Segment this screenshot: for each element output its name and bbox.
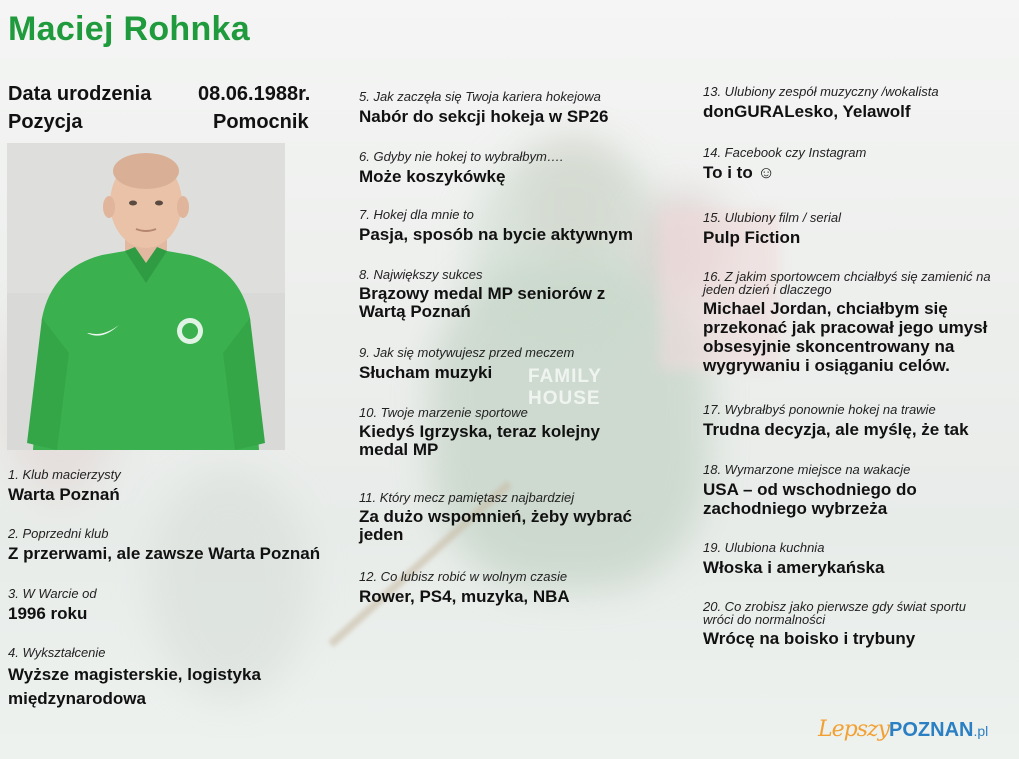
question-2: 2. Poprzedni klub: [8, 526, 109, 541]
question-11: 11. Który mecz pamiętasz najbardziej: [359, 490, 575, 505]
qa-item-10: [359, 405, 624, 459]
qa-item-2: [8, 526, 348, 564]
qa-item-17: [703, 402, 1003, 440]
answer-20: Wrócę na boisko i trybuny: [703, 629, 916, 648]
question-20: 20. Co zrobisz jako pierwsze gdy świat sportu wróci do normalności: [703, 599, 967, 627]
qa-item-3: [8, 586, 328, 624]
answer-17: Trudna decyzja, ale myślę, że tak: [703, 420, 969, 439]
qa-item-6: [359, 149, 679, 187]
question-5: 5. Jak zaczęła się Twoja kariera hokejowa: [359, 89, 601, 104]
answer-2: Z przerwami, ale zawsze Warta Poznań: [8, 544, 321, 563]
answer-19: Włoska i amerykańska: [703, 558, 885, 577]
answer-15: Pulp Fiction: [703, 228, 801, 247]
answer-5: Nabór do sekcji hokeja w SP26: [359, 107, 609, 126]
qa-item-11: [359, 490, 659, 544]
answer-11: Za dużo wspomnień, żeby wybrać jeden: [359, 507, 632, 544]
question-13: 13. Ulubiony zespół muzyczny /wokalista: [703, 84, 939, 99]
question-17: 17. Wybrałbyś ponownie hokej na trawie: [703, 402, 936, 417]
answer-12: Rower, PS4, muzyka, NBA: [359, 587, 570, 606]
question-16: 16. Z jakim sportowcem chciałbyś się zamienić na jeden dzień i dlaczego: [703, 269, 991, 297]
answer-14: To i to ☺: [703, 163, 775, 182]
answer-16: Michael Jordan, chciałbym się przekonać jak pracował jego umysł obsesyjnie skoncentrowany na wygrywaniu i osiąganiu celów.: [703, 299, 988, 375]
logo-part-lepszy: Lepszy: [818, 717, 890, 742]
lepszy-poznan-logo[interactable]: [818, 716, 988, 744]
question-1: 1. Klub macierzysty: [8, 467, 121, 482]
question-8: 8. Największy sukces: [359, 267, 483, 282]
logo-part-domain: .pl: [973, 723, 989, 739]
question-12: 12. Co lubisz robić w wolnym czasie: [359, 569, 568, 584]
qa-item-1: [8, 467, 328, 505]
answer-6: Może koszykówkę: [359, 167, 506, 186]
qa-item-19: [703, 540, 1003, 578]
page-title: Maciej Rohnka: [8, 10, 250, 48]
answer-9: Słucham muzyki: [359, 363, 493, 382]
question-10: 10. Twoje marzenie sportowe: [359, 405, 528, 420]
qa-item-4: [8, 645, 298, 711]
qa-item-12: [359, 569, 679, 607]
background-jersey-text: FAMILY HOUSE: [528, 366, 602, 409]
qa-item-5: [359, 89, 679, 127]
question-15: 15. Ulubiony film / serial: [703, 210, 841, 225]
qa-item-20: [703, 600, 993, 649]
birth-date-label: Data urodzenia: [8, 83, 152, 105]
question-4: 4. Wykształcenie: [8, 645, 106, 660]
question-3: 3. W Warcie od: [8, 586, 97, 601]
answer-10: Kiedyś Igrzyska, teraz kolejny medal MP: [359, 422, 600, 459]
question-18: 18. Wymarzone miejsce na wakacje: [703, 462, 911, 477]
birth-date-value: 08.06.1988r.: [198, 83, 311, 105]
qa-item-16: [703, 270, 993, 375]
question-7: 7. Hokej dla mnie to: [359, 207, 474, 222]
answer-13: donGURALesko, Yelawolf: [703, 102, 911, 121]
answer-7: Pasja, sposób na bycie aktywnym: [359, 225, 634, 244]
answer-18: USA – od wschodniego do zachodniego wybrzeża: [703, 480, 917, 518]
position-value: Pomocnik: [213, 111, 309, 133]
qa-item-15: [703, 210, 1003, 248]
qa-item-8: [359, 267, 639, 321]
question-14: 14. Facebook czy Instagram: [703, 145, 867, 160]
qa-item-9: [359, 345, 679, 383]
qa-item-7: [359, 207, 679, 245]
answer-4: Wyższe magisterskie, logistyka międzynarodowa: [8, 665, 261, 708]
position-label: Pozycja: [8, 111, 83, 133]
qa-item-13: [703, 84, 1003, 122]
question-19: 19. Ulubiona kuchnia: [703, 540, 825, 555]
question-9: 9. Jak się motywujesz przed meczem: [359, 345, 575, 360]
answer-8: Brązowy medal MP seniorów z Wartą Poznań: [359, 284, 606, 321]
question-6: 6. Gdyby nie hokej to wybrałbym….: [359, 149, 564, 164]
qa-item-18: [703, 462, 948, 518]
answer-3: 1996 roku: [8, 604, 88, 623]
logo-part-poznan: POZNAN: [889, 719, 974, 741]
qa-item-14: [703, 145, 1003, 183]
answer-1: Warta Poznań: [8, 485, 120, 504]
player-photo: [7, 143, 285, 450]
